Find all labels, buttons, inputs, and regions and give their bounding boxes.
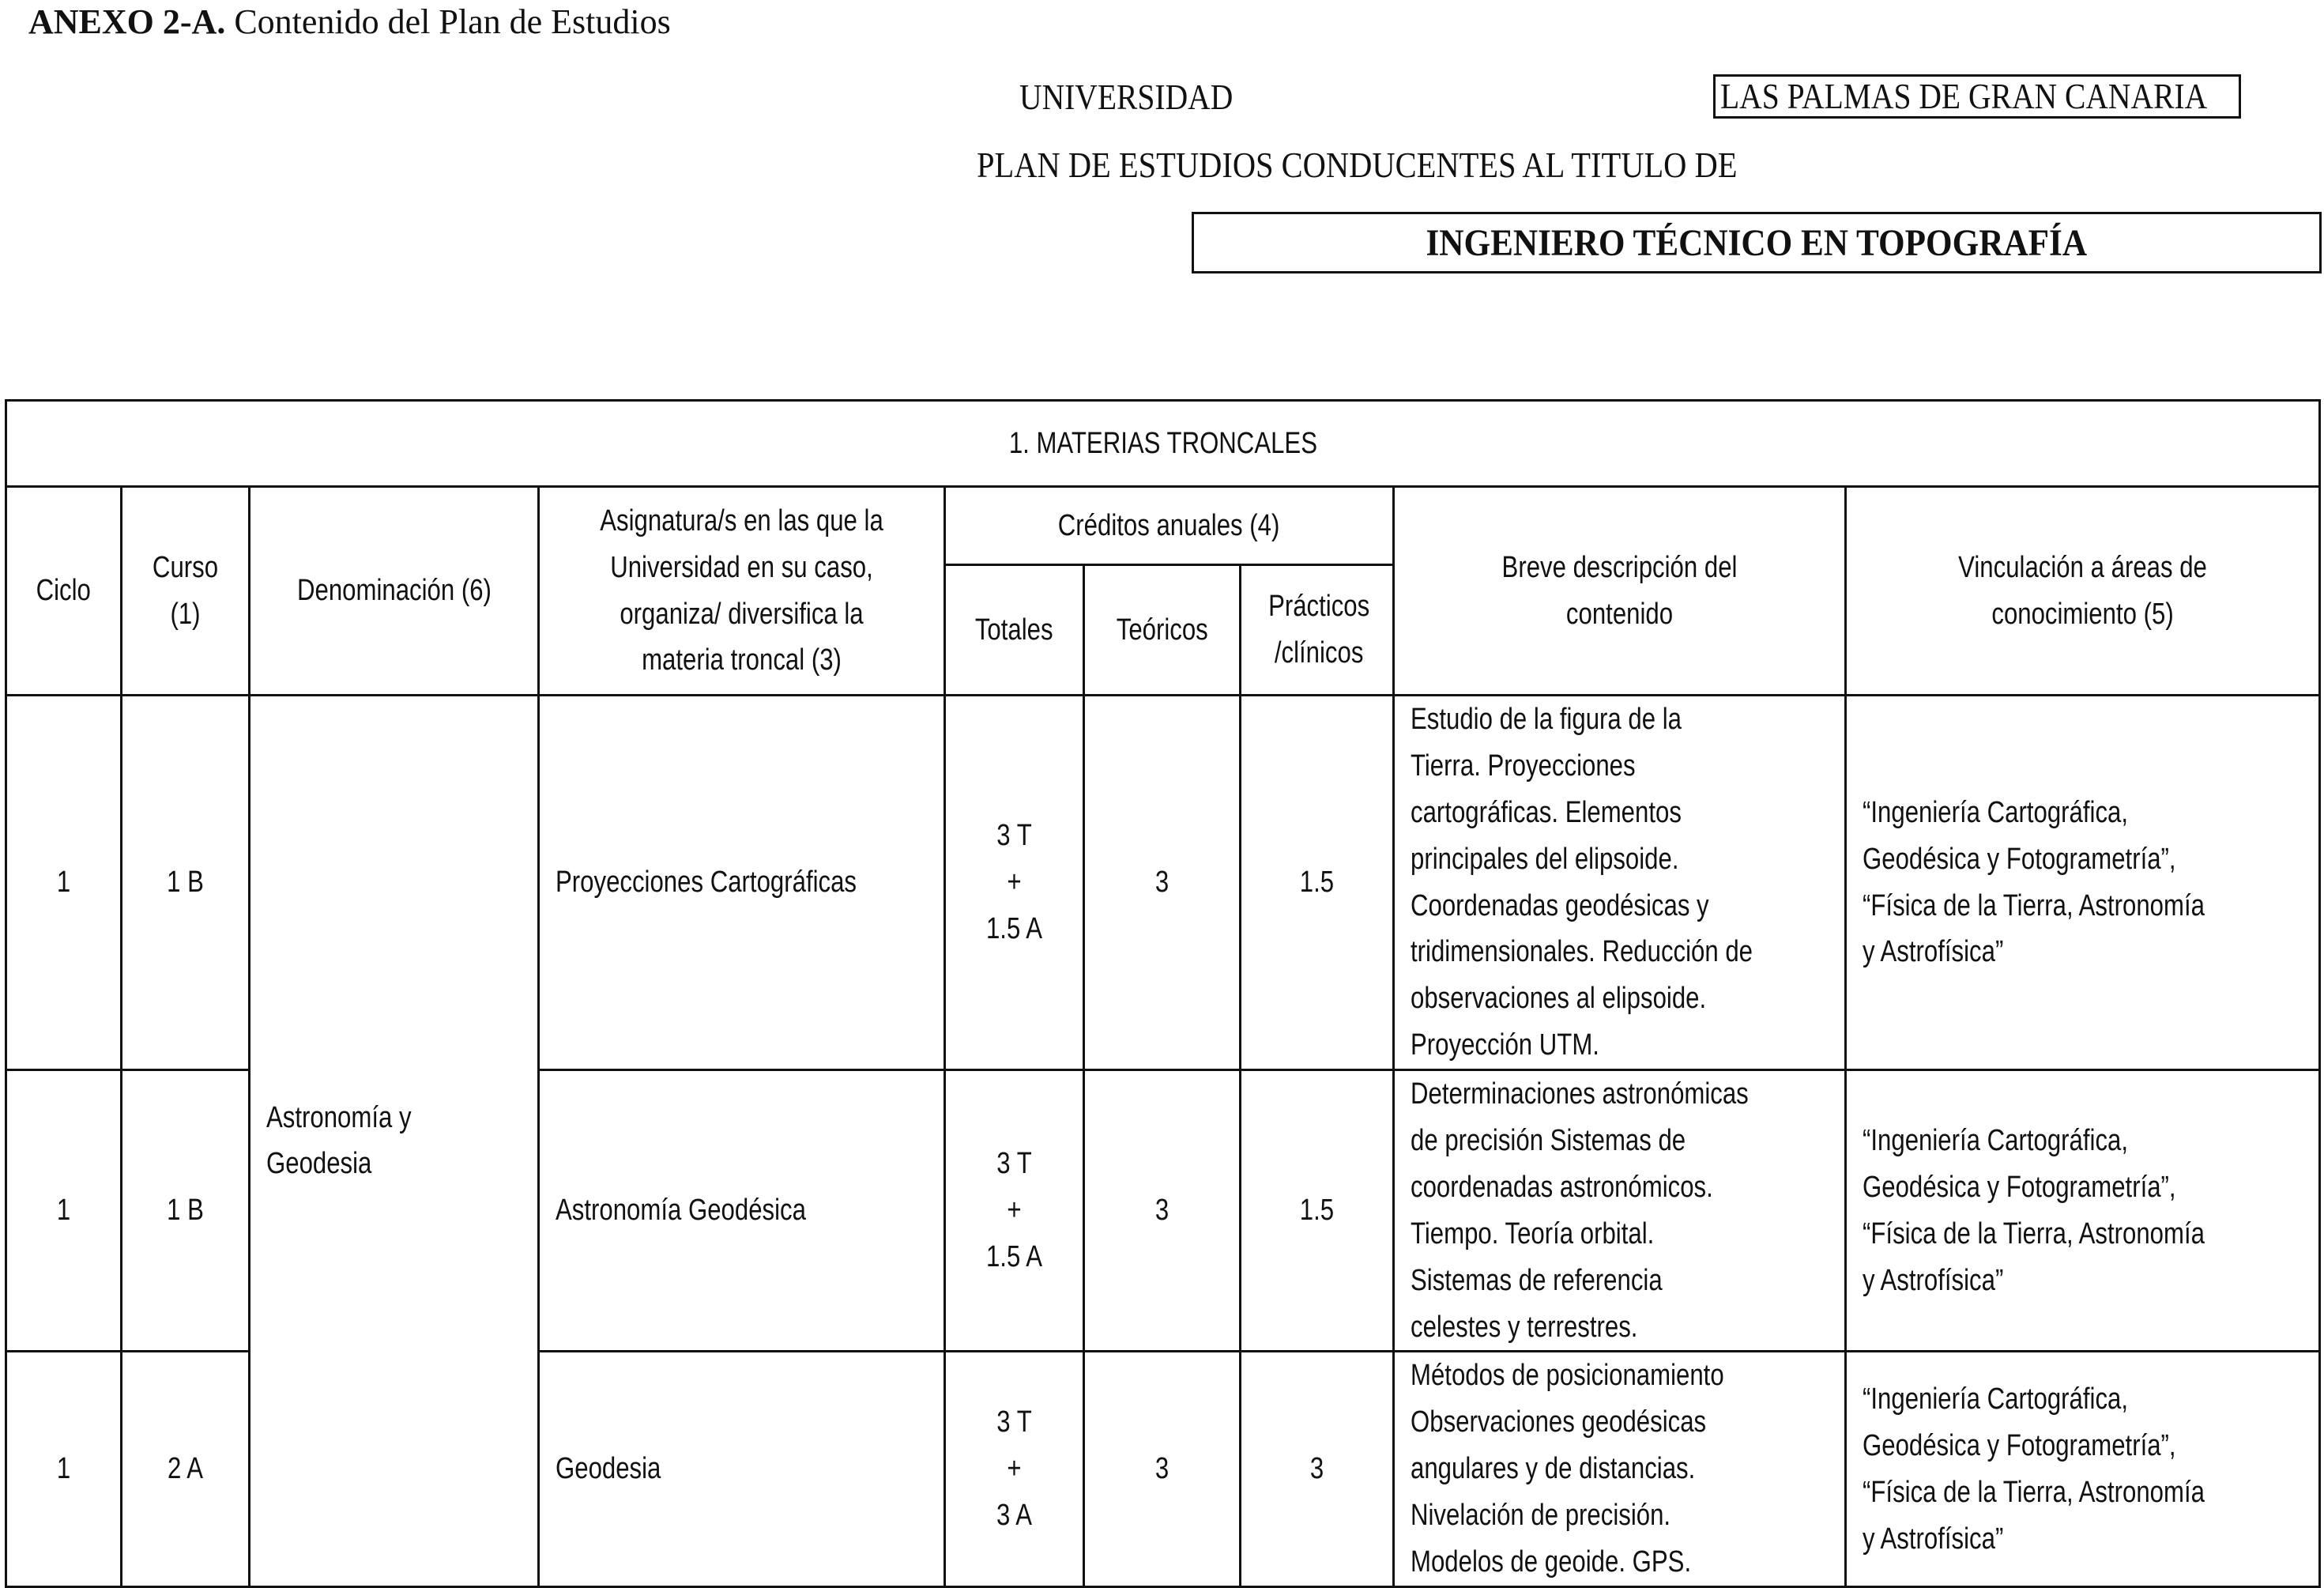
annex-header [28, 2, 671, 42]
cell-teoricos: 3 [1084, 696, 1241, 1070]
materias-troncales-table [5, 399, 2321, 1588]
cell-descripcion: Determinaciones astronómicas de precisión Sistemas de coordenadas astronómicos. Tiempo. Teoría orbital. Sistemas de referencia celestes y terrestres. [1394, 1070, 1846, 1352]
cell-practicos: 3 [1241, 1352, 1394, 1586]
cell-curso: 1 B [122, 1070, 250, 1352]
cell-ciclo: 1 [6, 696, 122, 1070]
university-name-box [1713, 74, 2241, 119]
cell-practicos: 1.5 [1241, 1070, 1394, 1352]
annex-label: ANEXO 2-A. [28, 2, 226, 41]
cell-asignatura: Geodesia [539, 1352, 945, 1586]
cell-vinculacion: “Ingeniería Cartográfica, Geodésica y Fotogrametría”, “Física de la Tierra, Astronomía y Astrofísica” [1846, 1070, 2320, 1352]
cell-totales: 3 T + 1.5 A [945, 1070, 1084, 1352]
university-name: LAS PALMAS DE GRAN CANARIA [1720, 76, 2208, 116]
plan-label: PLAN DE ESTUDIOS CONDUCENTES AL TITULO DE [977, 145, 1738, 185]
cell-curso: 2 A [122, 1352, 250, 1586]
cell-descripcion: Métodos de posicionamiento Observaciones geodésicas angulares y de distancias. Nivelación de precisión. Modelos de geoide. GPS. [1394, 1352, 1846, 1586]
header-creditos: Créditos anuales (4) [945, 487, 1394, 565]
header-asignatura: Asignatura/s en las que la Universidad en su caso, organiza/ diversifica la materia troncal (3) [539, 487, 945, 696]
cell-totales: 3 T + 3 A [945, 1352, 1084, 1586]
cell-totales: 3 T + 1.5 A [945, 696, 1084, 1070]
cell-denominacion: Astronomía y Geodesia [250, 696, 539, 1587]
cell-ciclo: 1 [6, 1352, 122, 1586]
header-teoricos: Teóricos [1084, 565, 1241, 696]
header-totales: Totales [945, 565, 1084, 696]
degree-title: INGENIERO TÉCNICO EN TOPOGRAFÍA [1426, 221, 2088, 264]
annex-text: Contenido del Plan de Estudios [234, 2, 671, 41]
cell-practicos: 1.5 [1241, 696, 1394, 1070]
cell-teoricos: 3 [1084, 1352, 1241, 1586]
header-curso: Curso (1) [122, 487, 250, 696]
cell-teoricos: 3 [1084, 1070, 1241, 1352]
cell-asignatura: Astronomía Geodésica [539, 1070, 945, 1352]
header-denominacion: Denominación (6) [250, 487, 539, 696]
degree-title-box [1192, 212, 2322, 273]
cell-vinculacion: “Ingeniería Cartográfica, Geodésica y Fotogrametría”, “Física de la Tierra, Astronomía y Astrofísica” [1846, 696, 2320, 1070]
cell-descripcion: Estudio de la figura de la Tierra. Proyecciones cartográficas. Elementos principales del elipsoide. Coordenadas geodésicas y tridimensionales. Reducción de observaciones al elipsoide. Proyección UTM. [1394, 696, 1846, 1070]
header-descripcion: Breve descripción del contenido [1394, 487, 1846, 696]
cell-ciclo: 1 [6, 1070, 122, 1352]
header-ciclo: Ciclo [6, 487, 122, 696]
header-vinculacion: Vinculación a áreas de conocimiento (5) [1846, 487, 2320, 696]
table-title: 1. MATERIAS TRONCALES [6, 401, 2320, 487]
cell-vinculacion: “Ingeniería Cartográfica, Geodésica y Fotogrametría”, “Física de la Tierra, Astronomía y Astrofísica” [1846, 1352, 2320, 1586]
table-row [6, 696, 2320, 1070]
university-label: UNIVERSIDAD [1019, 77, 1234, 117]
cell-asignatura: Proyecciones Cartográficas [539, 696, 945, 1070]
cell-curso: 1 B [122, 696, 250, 1070]
header-practicos: Prácticos /clínicos [1241, 565, 1394, 696]
